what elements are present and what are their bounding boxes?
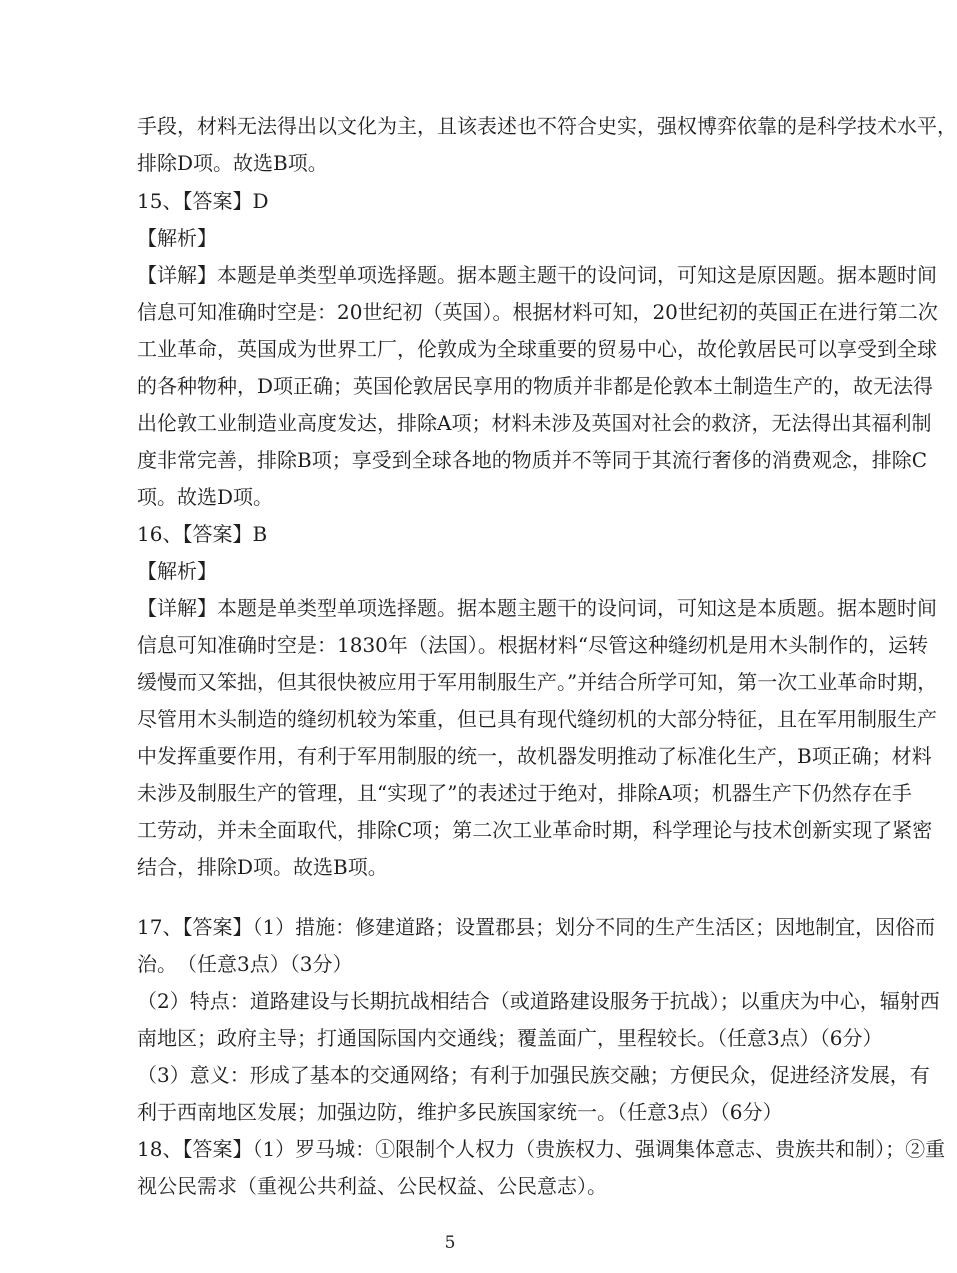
text-line: 缓慢而又笨拙，但其很快被应用于军用制服生产。”并结合所学可知，第一次工业革命时期， xyxy=(137,670,938,694)
text-line: 南地区；政府主导；打通国际国内交通线；覆盖面广，里程较长。（任意3点）（6分） xyxy=(137,1026,883,1050)
text-line: 中发挥重要作用，有利于军用制服的统一，故机器发明推动了标准化生产，B项正确；材料 xyxy=(137,744,932,768)
text-line: 治。 （任意3点）（3分） xyxy=(137,952,353,976)
text-line: 出伦敦工业制造业高度发达，排除A项；材料未涉及英国对社会的救济，无法得出其福利制 xyxy=(137,411,932,435)
text-line: 未涉及制服生产的管理，且“实现了”的表述过于绝对，排除A项；机器生产下仍然存在手 xyxy=(137,781,912,805)
text-line: 视公民需求（重视公共利益、公民权益、公民意志）。 xyxy=(137,1174,607,1198)
text-line: 【详解】本题是单类型单项选择题。据本题主题干的设问词，可知这是原因题。据本题时间 xyxy=(137,263,937,287)
text-line: 工业革命，英国成为世界工厂，伦敦成为全球重要的贸易中心，故伦敦居民可以享受到全球 xyxy=(137,337,937,361)
text-line: 结合，排除D项。故选B项。 xyxy=(137,855,388,879)
text-line: 手段，材料无法得出以文化为主，且该表述也不符合史实，强权博弈依靠的是科学技术水平， xyxy=(137,114,957,138)
analysis-heading: 【解析】 xyxy=(137,559,217,583)
text-line: 的各种物种，D项正确；英国伦敦居民享用的物质并非都是伦敦本土制造生产的，故无法得 xyxy=(137,374,934,398)
answer-line: 17、【答案】（1）措施：修建道路；设置郡县；划分不同的生产生活区；因地制宜，因俗而 xyxy=(137,915,936,939)
text-line: （3）意义：形成了基本的交通网络；有利于加强民族交融；方便民众，促进经济发展，有 xyxy=(137,1063,930,1087)
text-line: （2）特点：道路建设与长期抗战相结合（或道路建设服务于抗战）；以重庆为中心，辐射西 xyxy=(137,989,940,1013)
text-line: 信息可知准确时空是：1830年（法国）。根据材料“尽管这种缝纫机是用木头制作的，运转 xyxy=(137,633,929,657)
answer-heading: 16、【答案】B xyxy=(137,522,268,546)
analysis-heading: 【解析】 xyxy=(137,226,217,250)
text-line: 工劳动，并未全面取代，排除C项；第二次工业革命时期，科学理论与技术创新实现了紧密 xyxy=(137,818,933,842)
answer-line: 18、【答案】（1）罗马城：①限制个人权力（贵族权力、强调集体意志、贵族共和制）；②重 xyxy=(137,1137,946,1161)
page-number: 5 xyxy=(444,1233,456,1253)
text-line: 【详解】本题是单类型单项选择题。据本题主题干的设问词，可知这是本质题。据本题时间 xyxy=(137,596,937,620)
answer-heading: 15、【答案】D xyxy=(137,189,269,213)
text-line: 尽管用木头制造的缝纫机较为笨重，但已具有现代缝纫机的大部分特征，且在军用制服生产 xyxy=(137,707,937,731)
text-line: 利于西南地区发展；加强边防，维护多民族国家统一。（任意3点）（6分） xyxy=(137,1100,783,1124)
text-line: 度非常完善，排除B项；享受到全球各地的物质并不等同于其流行奢侈的消费观念，排除C xyxy=(137,448,927,472)
text-line: 排除D项。故选B项。 xyxy=(137,151,328,175)
text-line: 项。故选D项。 xyxy=(137,485,274,509)
text-line: 信息可知准确时空是：20世纪初（英国）。根据材料可知，20世纪初的英国正在进行第二次 xyxy=(137,300,938,324)
